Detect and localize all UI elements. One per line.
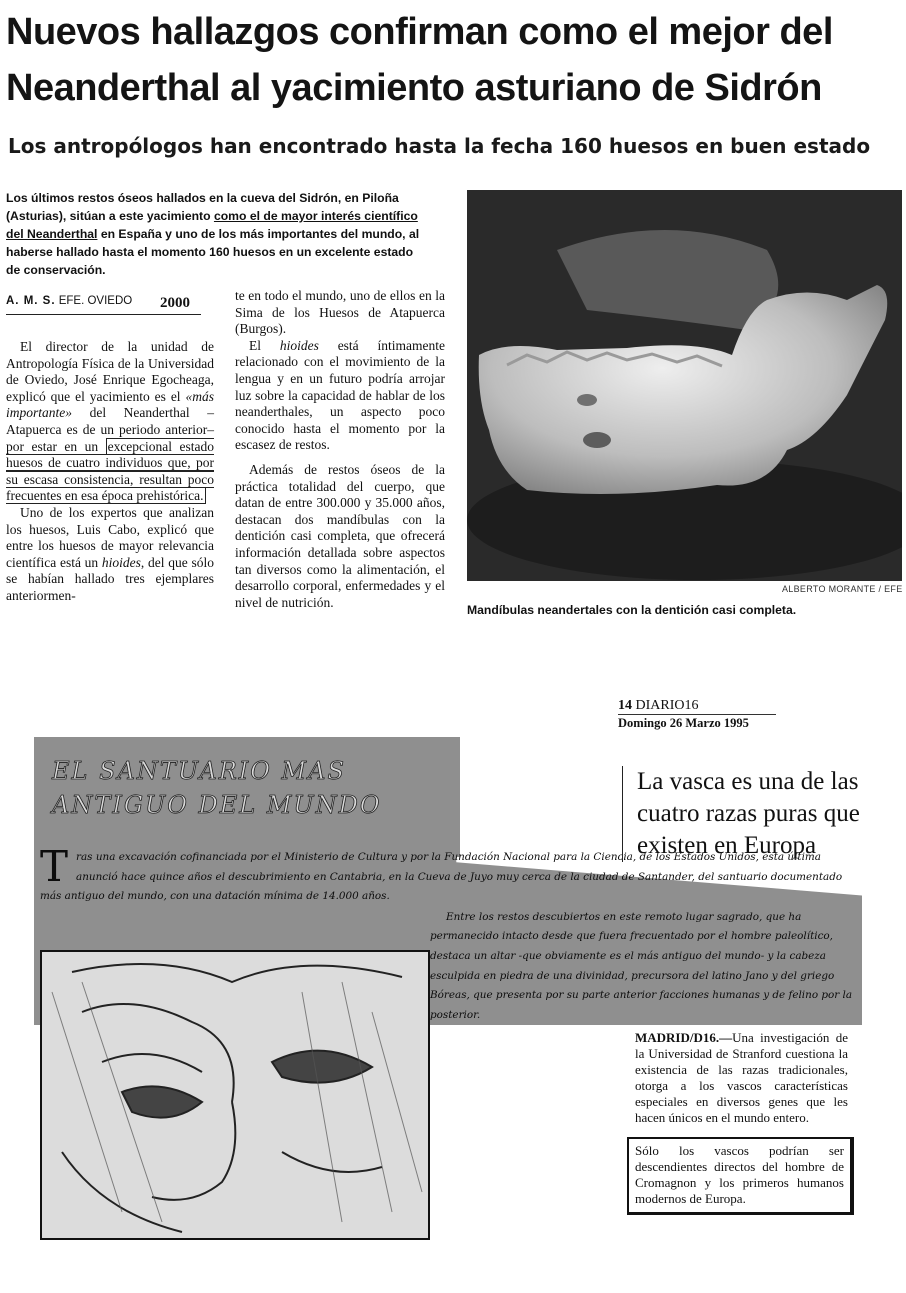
lead-paragraph — [6, 189, 426, 279]
paper-name: DIARIO16 — [635, 698, 699, 713]
photo-caption: Mandíbulas neandertales con la dentición casi completa. — [467, 603, 797, 617]
vasca-body-text: Una investigación de la Universidad de Stranford cuestiona la existencia de las razas tradicionales, otorga a los vascos características especiales en diversos genes que les hacen únicos en el mundo entero. — [635, 1030, 848, 1125]
santuario-title: EL SANTUARIO MAS ANTIGUO DEL MUNDO — [52, 757, 382, 819]
byline-source: EFE. OVIEDO — [58, 295, 133, 307]
masthead-date: Domingo 26 Marzo 1995 — [618, 716, 749, 730]
santuario-paragraph-2: Entre los restos descubiertos en este remoto lugar sagrado, que ha permanecido intacto desde que fuera frecuentado por el hombre paleolítico, destaca un altar -que obviamente es el más antiguo del mundo- y la cabeza esculpida en piedra de una divinidad, precursora del latino Jano y del griego Bóreas, que presenta por su parte anterior facciones humanas y de felino por la posterior. — [430, 910, 853, 1021]
headline: Nuevos hallazgos confirman como el mejor del Neanderthal al yacimiento asturiano de Sidrón — [6, 11, 833, 109]
column-2-paragraph-0: te en todo el mundo, uno de ellos en la Sima de los Huesos de Atapuerca (Burgos). — [235, 288, 445, 337]
column-2-paragraph-1 — [235, 338, 445, 454]
mandible-illustration — [467, 190, 902, 581]
vasca-boxed-highlight: Sólo los vascos podrían ser descendientes directos del hombre de Cromagnon y los primeros humanos modernos de Europa. — [627, 1137, 854, 1215]
stone-head-illustration — [40, 950, 430, 1240]
col1-p2-text-a: Uno de los expertos que analizan los huesos, Luis Cabo, explicó que entre los huesos de mayor relevancia científica está un — [6, 504, 214, 570]
column-2-paragraph-2: Además de restos óseos de la práctica totalidad del cuerpo, que datan de entre 300.000 y 35.000 años, destacan dos mandíbulas con la dentición casi completa, que ofrecerá información detallada sobre aspectos tan diversos como la alimentación, el desarrollo corporal, enfermedades y el nivel de nutrición. — [235, 461, 445, 610]
article-column-1 — [6, 339, 214, 605]
lead-underlined-text: como el de mayor interés científico del Neanderthal — [6, 209, 418, 241]
vasca-headline: La vasca es una de las cuatro razas puras que existen en Europa — [622, 766, 872, 862]
col1-text-b: del Neanderthal –Atapuerca es de un periodo anterior– por estar en un — [6, 405, 214, 454]
col2-text-b: está íntimamente relacionado con el movimiento de la lengua y en un futuro podría arrojar luz sobre la capacidad de hablar de los neanderthales, un aspecto poco conocido hasta el momento por la escasez de restos. — [235, 337, 445, 453]
col1-emphasis: «más importante» — [6, 388, 214, 421]
column-1-paragraph-2 — [6, 505, 214, 605]
jawbone-photo — [467, 190, 902, 581]
column-1-paragraph-1 — [6, 339, 214, 505]
vasca-dateline: MADRID/D16.— — [635, 1030, 733, 1045]
col2-text-a: El — [249, 337, 280, 353]
santuario-paragraph-1: ras una excavación cofinanciada por el Ministerio de Cultura y por la Fundación Nacional para la Ciencia, de los Estados Unidos, esta última anunció hace quince años el descubrimiento en Cantabria, en la Cueva de Juyo muy cerca de la ciudad de Santander, del santuario documentado más antiguo del mundo, con una datación mínima de 14.000 años. — [40, 851, 843, 903]
vasca-body — [635, 1030, 848, 1126]
col1-p2-emphasis: hioides — [101, 554, 141, 570]
col1-p2-text-b: , del que sólo se habían hallado tres ejemplares anteriormen- — [6, 554, 214, 603]
drop-cap: T — [40, 842, 69, 891]
col2-emphasis: hioides — [279, 337, 319, 353]
article-column-2 — [235, 288, 445, 611]
col1-text-a: El director de la unidad de Antropología Física de la Universidad de Oviedo, José Enrique Egocheaga, explicó que el yacimiento es el — [6, 339, 214, 404]
lead-text-end: en España y uno de los más importantes del mundo, al haberse hallado hasta el momento 160 huesos en un excelente estado de conservación. — [6, 227, 420, 277]
photo-credit: ALBERTO MORANTE / EFE — [782, 584, 903, 594]
page-masthead — [618, 698, 776, 731]
handwritten-year: 2000 — [160, 295, 190, 311]
col1-boxed-highlight: excepcional estado huesos de cuatro individuos que, por su escasa consistencia, resultan poco frecuentes en esa época prehistórica. — [6, 438, 214, 504]
lead-text-start: Los últimos restos óseos hallados en la cueva del Sidrón, en Piloña (Asturias), sitúan a este yacimiento — [6, 191, 399, 223]
byline-author: A. M. S. — [6, 295, 56, 307]
page-number: 14 — [618, 698, 632, 713]
janus-head-drawing — [42, 952, 428, 1238]
subheadline: Los antropólogos han encontrado hasta la fecha 160 huesos en buen estado — [8, 134, 871, 158]
